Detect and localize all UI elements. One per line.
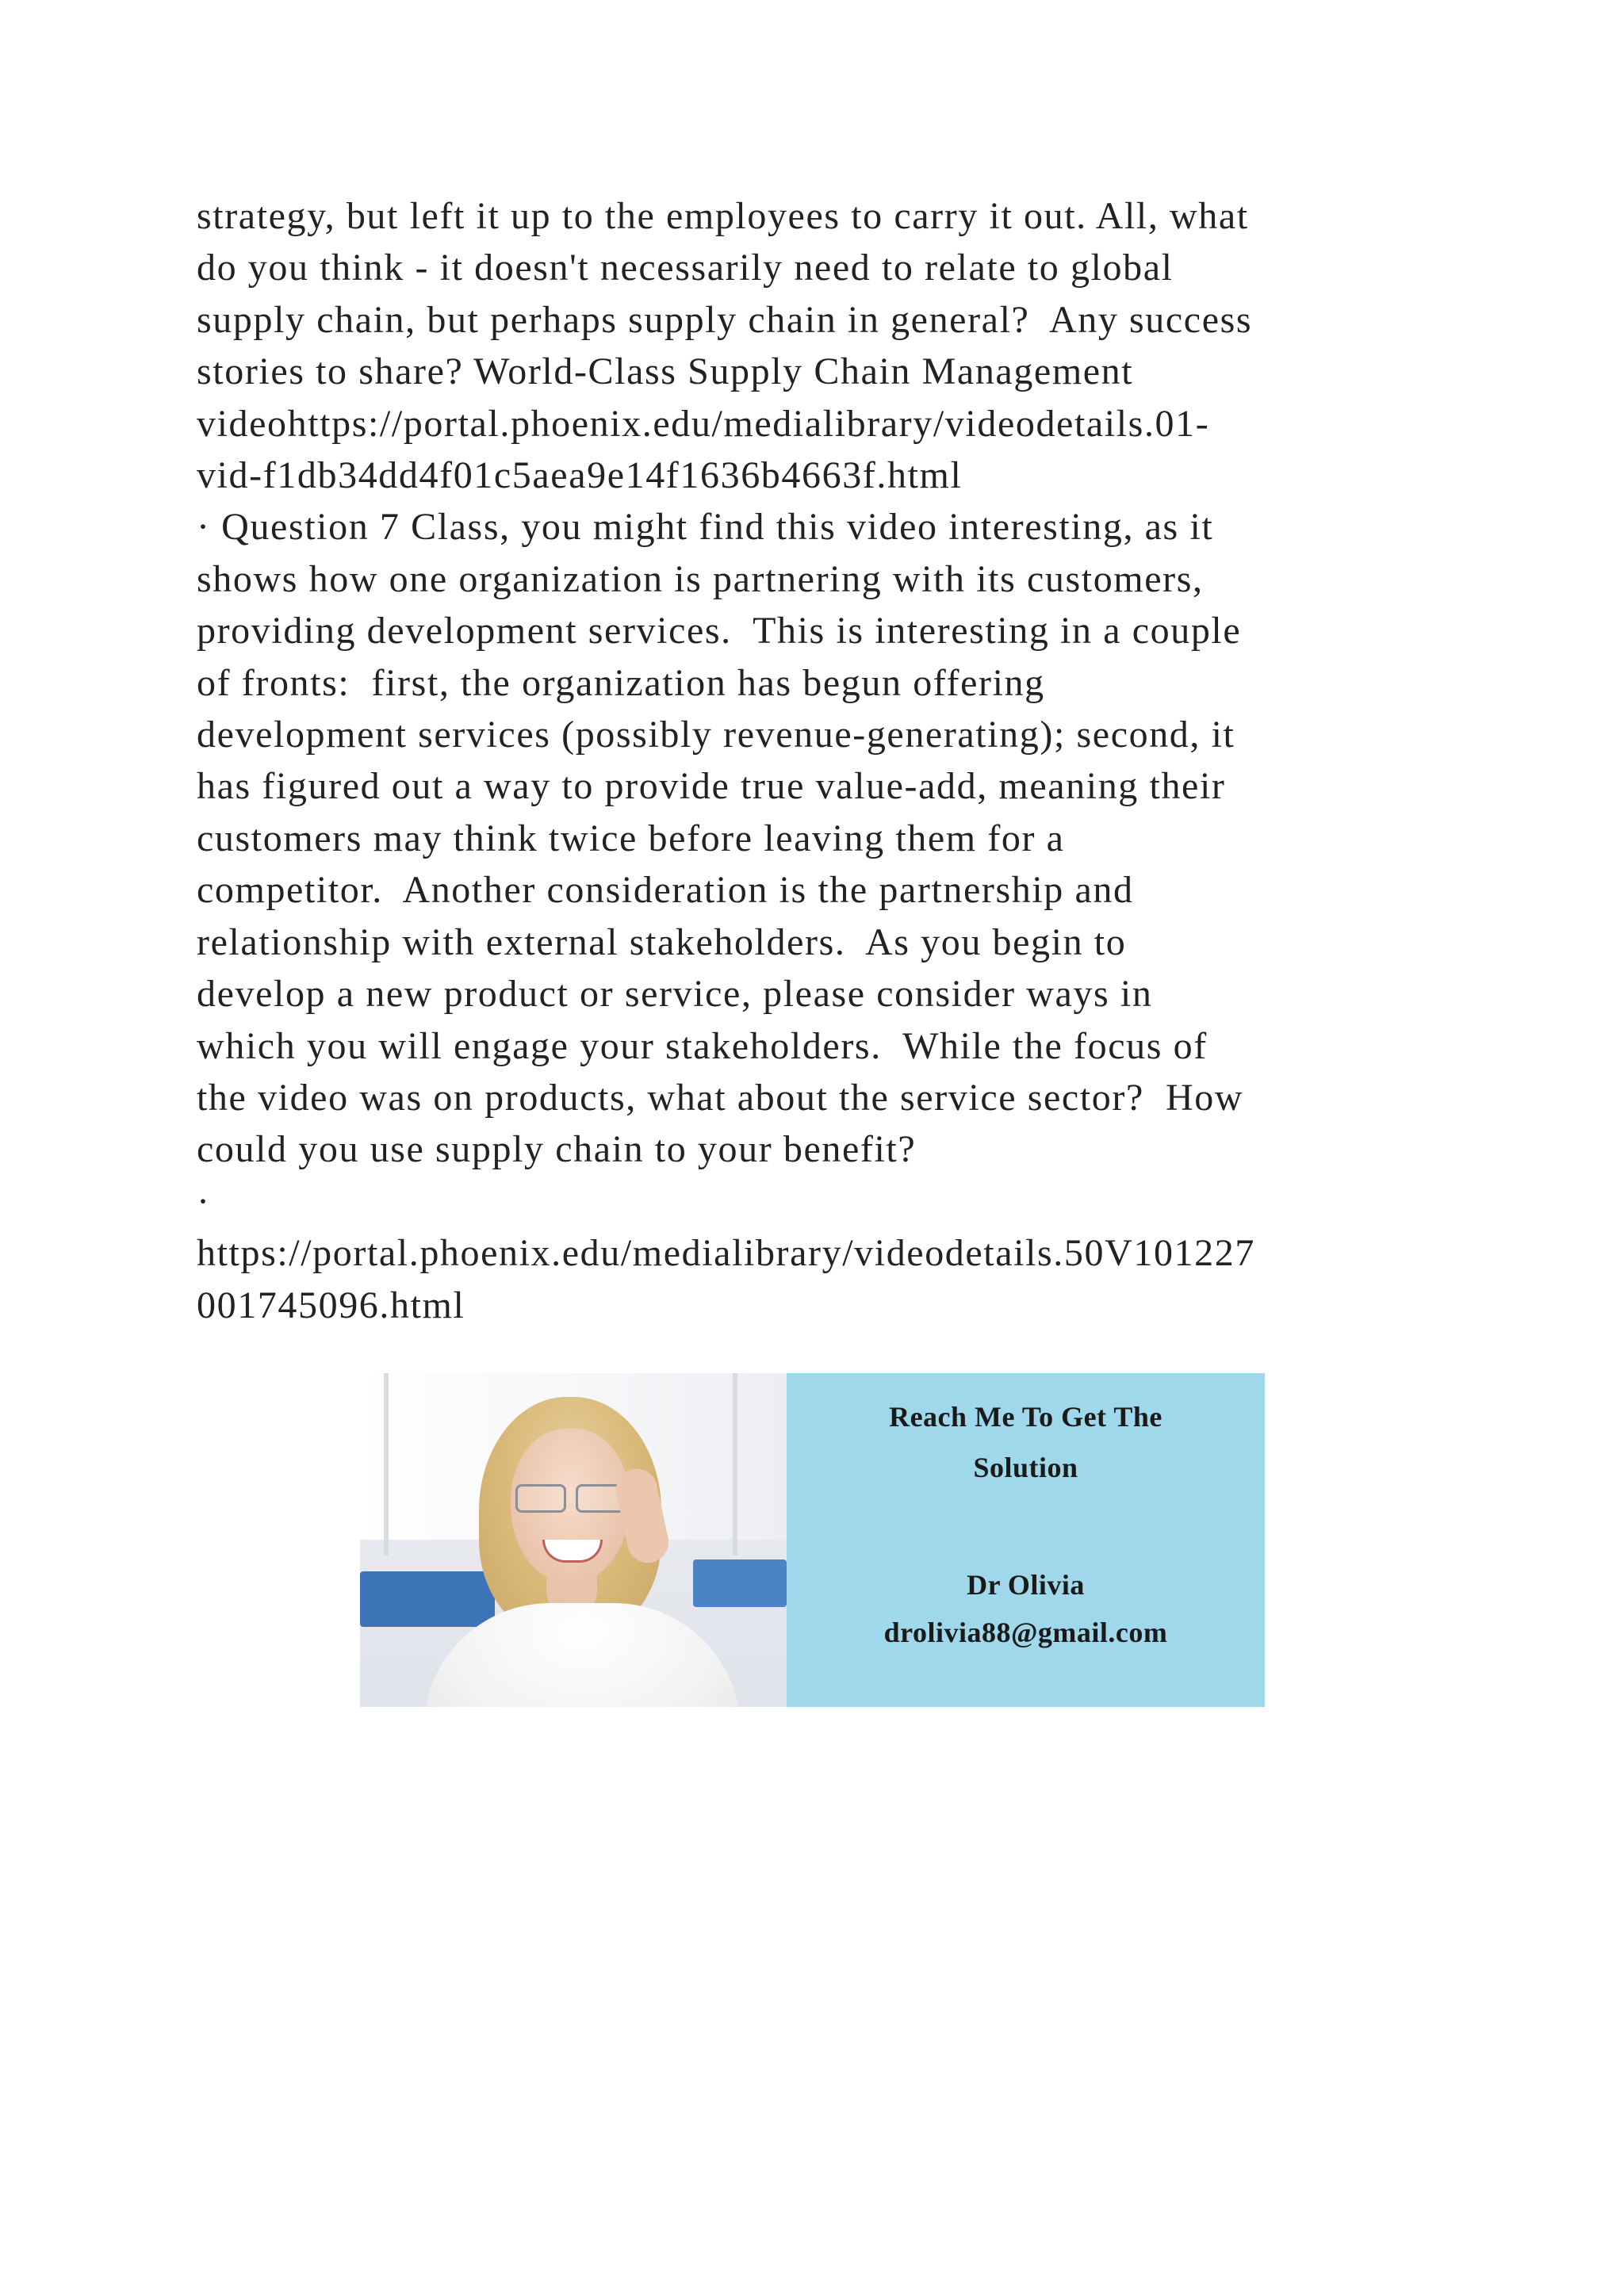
text-line: · Question 7 Class, you might find this video interesting, as it [197,506,1214,549]
window-frame [384,1373,389,1556]
banner-heading-line1: Reach Me To Get The [889,1401,1162,1433]
contact-info-panel [787,1373,1265,1707]
text-line: has figured out a way to provide true value-add, meaning their [197,765,1226,808]
contact-banner [360,1373,1265,1707]
contact-email: drolivia88@gmail.com [883,1617,1168,1648]
body-text [197,190,1434,1331]
text-line: development services (possibly revenue-generating); second, it [197,714,1235,756]
text-line: relationship with external stakeholders. As you begin to [197,920,1127,963]
woman-photo [360,1373,787,1707]
text-line: stories to share? World-Class Supply Chain Management [197,350,1134,393]
text-line: could you use supply chain to your benefit? [197,1128,917,1171]
text-line: providing development services. This is interesting in a couple [197,610,1242,652]
background-chair [693,1559,787,1607]
text-line: which you will engage your stakeholders. While the focus of [197,1024,1208,1067]
text-line: supply chain, but perhaps supply chain in general? Any success [197,298,1253,341]
lens [515,1484,566,1513]
text-line: https://portal.phoenix.edu/medialibrary/videodetails.50V101227 [197,1232,1255,1275]
text-line: strategy, but left it up to the employees to carry it out. All, what [197,195,1249,237]
text-line: competitor. Another consideration is the partnership and [197,869,1134,912]
background-chair [360,1571,495,1627]
banner-heading-line2: Solution [973,1452,1078,1483]
text-line: of fronts: first, the organization has begun offering [197,661,1045,704]
contact-name: Dr Olivia [967,1569,1085,1601]
glasses-icon [515,1484,626,1511]
text-line: videohttps://portal.phoenix.edu/medialibrary/videodetails.01- [197,402,1210,445]
text-line: customers may think twice before leaving them for a [197,817,1065,859]
text-line: vid-f1db34dd4f01c5aea9e14f1636b4663f.html [197,454,963,497]
window-frame [733,1373,737,1556]
text-line: do you think - it doesn't necessarily need to relate to global [197,247,1174,289]
text-line: develop a new product or service, please consider ways in [197,973,1153,1016]
text-line: shows how one organization is partnering with its customers, [197,557,1204,600]
text-line: · [197,1180,211,1223]
text-line: 001745096.html [197,1284,465,1326]
text-line: the video was on products, what about the service sector? How [197,1076,1244,1119]
